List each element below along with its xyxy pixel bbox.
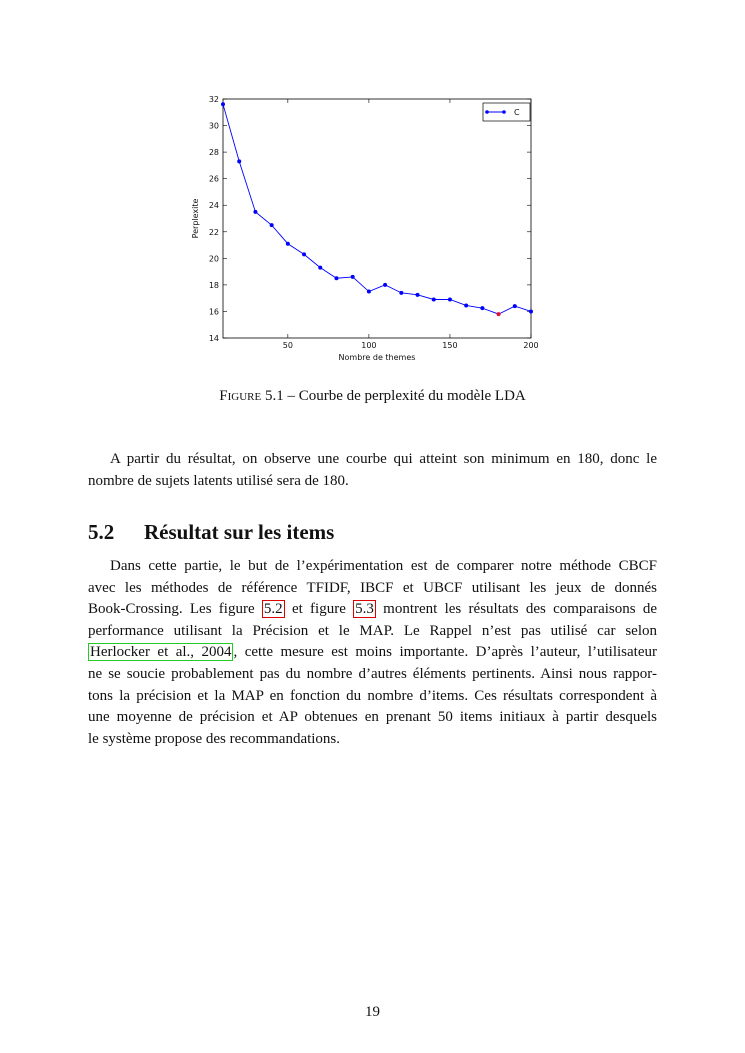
text-line: le système propose des recommandations. bbox=[88, 730, 341, 747]
text-line: tons la précision et la MAP en fonction du nombre d’items. Ces résultats correspondent à bbox=[88, 687, 657, 704]
y-axis-label: Perplexite bbox=[191, 198, 200, 239]
y-tick-label: 26 bbox=[208, 174, 219, 184]
caption-text: – Courbe de perplexité du modèle LDA bbox=[283, 388, 526, 404]
x-axis-label: Nombre de themes bbox=[338, 353, 416, 362]
legend-marker bbox=[502, 110, 506, 114]
section-number: 5.2 bbox=[88, 520, 115, 544]
data-point bbox=[399, 291, 403, 295]
text-line: avec les méthodes de référence TFIDF, IBCF et UBCF utilisant les jeux de donnés bbox=[88, 579, 657, 596]
text-line: Dans cette partie, le but de l’expérimentation est de comparer notre méthode CBCF bbox=[110, 558, 657, 574]
y-tick-label: 20 bbox=[208, 254, 219, 264]
text-line: performance utilisant la Précision et le MAP. Le Rappel n’est pas utilisé car selon bbox=[88, 622, 657, 639]
paragraph-result bbox=[88, 449, 657, 492]
text-line: ne se soucie probablement pas du nombre d’autres éléments pertinents. Ainsi nous rappor- bbox=[88, 665, 657, 682]
data-point bbox=[383, 283, 387, 287]
text-segment: et figure bbox=[291, 601, 346, 618]
y-tick-label: 28 bbox=[208, 148, 219, 158]
figure-label: Figure 5.1 bbox=[219, 388, 284, 404]
y-tick-label: 30 bbox=[208, 121, 219, 131]
text-segment: Book-Crossing. Les figure bbox=[88, 601, 255, 618]
data-point bbox=[318, 266, 322, 270]
x-tick-label: 50 bbox=[282, 341, 293, 350]
data-point bbox=[270, 223, 274, 227]
text-segment: montrent les résultats des comparaisons de bbox=[383, 601, 658, 618]
data-point bbox=[302, 252, 306, 256]
x-tick-label: 150 bbox=[442, 341, 458, 350]
data-point bbox=[513, 304, 517, 308]
data-point bbox=[416, 293, 420, 297]
plot-frame bbox=[223, 99, 531, 338]
section-heading bbox=[88, 520, 334, 545]
data-point bbox=[367, 290, 371, 294]
y-tick-label: 24 bbox=[208, 201, 219, 211]
data-point bbox=[253, 210, 257, 214]
data-point bbox=[334, 276, 338, 280]
data-point bbox=[448, 297, 452, 301]
figure-ref-5-3[interactable]: 5.3 bbox=[355, 601, 374, 618]
y-tick-label: 16 bbox=[208, 307, 219, 317]
data-point bbox=[237, 159, 241, 163]
y-tick-label: 18 bbox=[208, 280, 219, 290]
text-line: une moyenne de précision et AP obtenues en prenant 50 items initiaux à partir desquels bbox=[88, 709, 657, 726]
data-point bbox=[286, 242, 290, 246]
paragraph-items bbox=[88, 556, 657, 750]
data-point bbox=[221, 102, 225, 106]
citation-herlocker[interactable]: Herlocker et al., 2004 bbox=[90, 644, 232, 661]
legend-label: C bbox=[514, 108, 520, 117]
y-tick-label: 32 bbox=[208, 95, 219, 104]
x-tick-label: 100 bbox=[361, 341, 377, 350]
text-line: nombre de sujets latents utilisé sera de 180. bbox=[88, 472, 349, 489]
text-line bbox=[88, 599, 657, 621]
text-segment: , cette mesure est moins importante. D’après l’auteur, l’utilisateur bbox=[233, 644, 657, 661]
data-point bbox=[464, 303, 468, 307]
text-line bbox=[88, 642, 657, 664]
text-line: A partir du résultat, on observe une courbe qui atteint son minimum en 180, donc le bbox=[110, 451, 657, 467]
minimum-point bbox=[497, 312, 501, 316]
page-number: 19 bbox=[365, 1004, 380, 1020]
figure-caption bbox=[0, 388, 745, 405]
y-tick-label: 14 bbox=[208, 334, 219, 343]
section-title: Résultat sur les items bbox=[144, 520, 335, 544]
x-tick-label: 200 bbox=[523, 341, 539, 350]
legend-marker bbox=[485, 110, 489, 114]
y-tick-label: 22 bbox=[208, 227, 219, 237]
data-point bbox=[529, 309, 533, 313]
data-point bbox=[351, 275, 355, 279]
data-point bbox=[432, 297, 436, 301]
figure-ref-5-2[interactable]: 5.2 bbox=[263, 601, 283, 618]
perplexity-chart bbox=[180, 90, 550, 370]
data-point bbox=[480, 306, 484, 310]
